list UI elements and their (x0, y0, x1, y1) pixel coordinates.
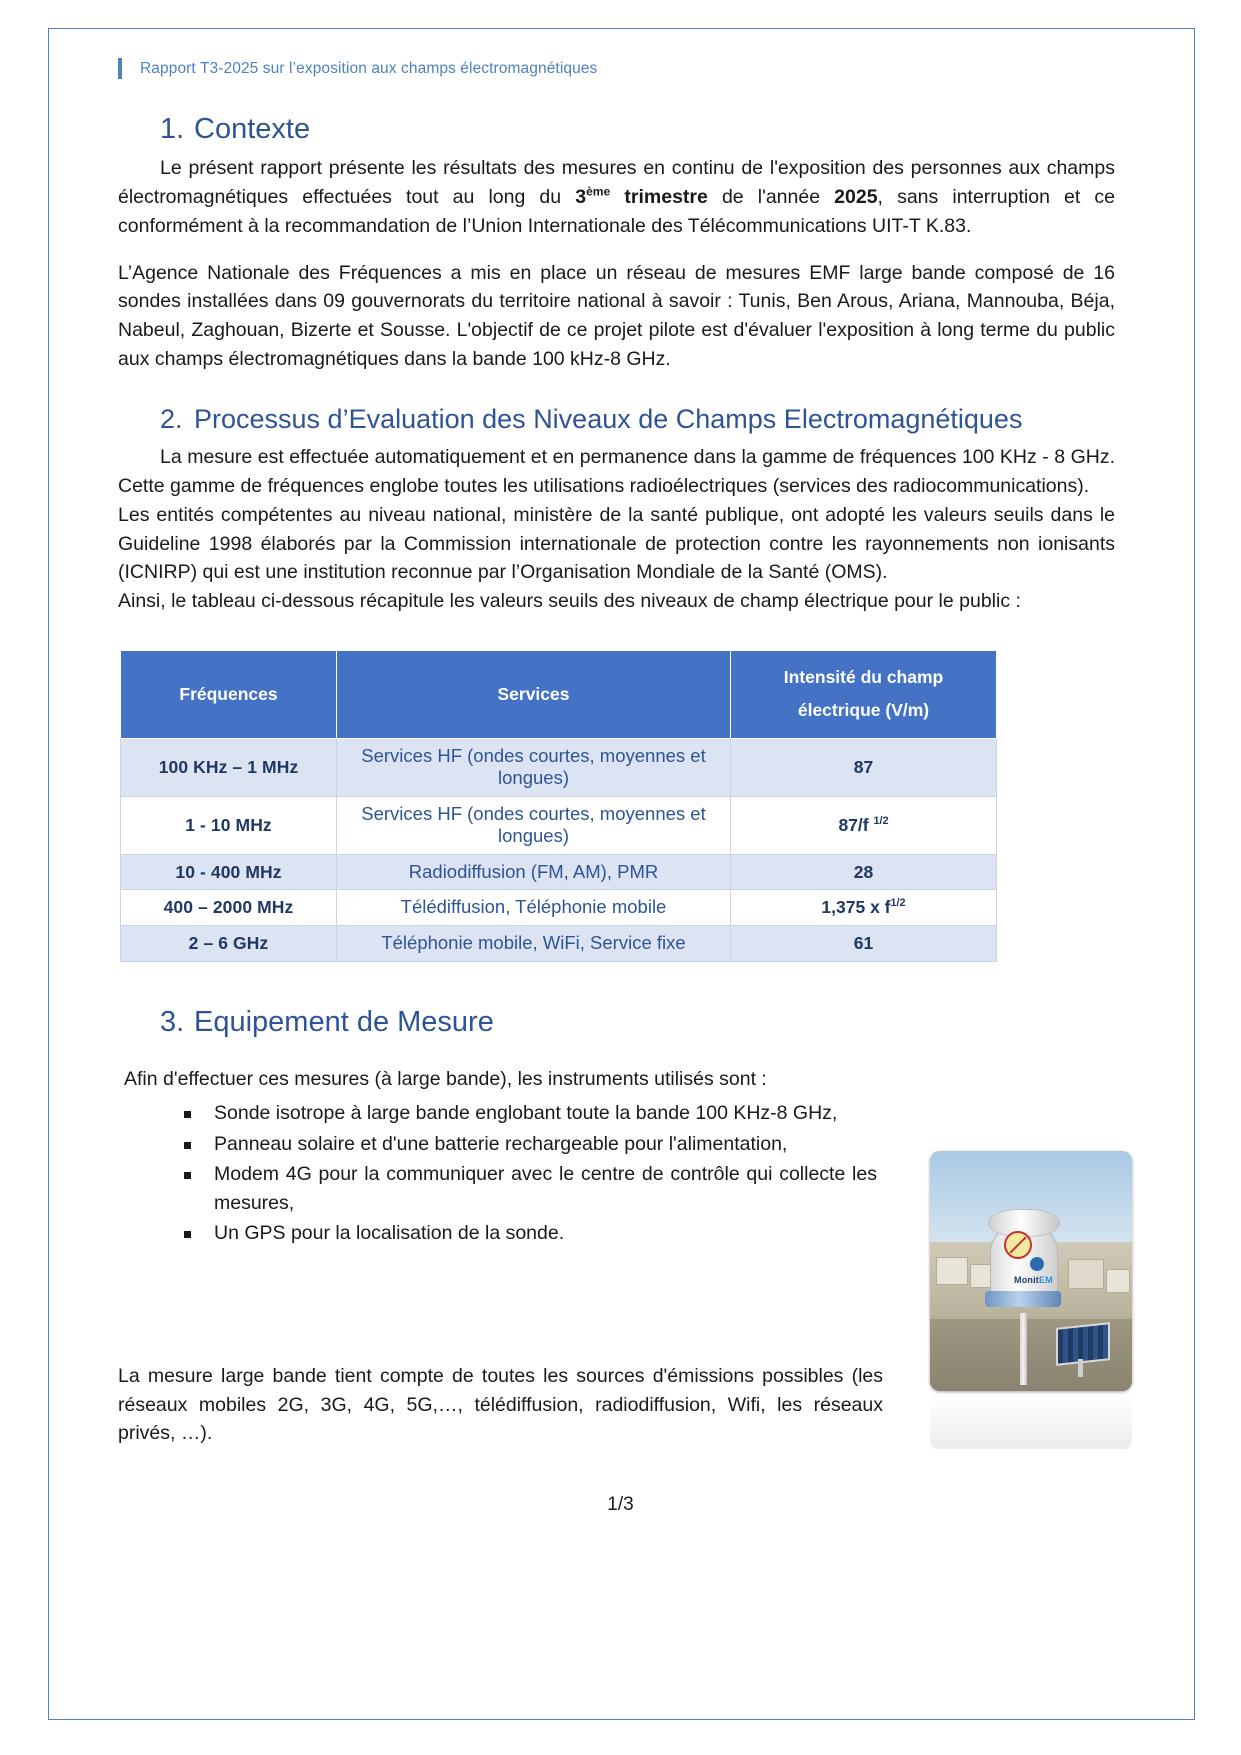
table-header-frequences: Fréquences (121, 651, 337, 739)
cell-valeur (731, 890, 997, 926)
cell-valeur-text: 87 (853, 756, 874, 777)
s1-p1-part-b: de l'année (707, 185, 835, 208)
page-footer (0, 1494, 1241, 1516)
spacer (118, 1047, 1123, 1065)
table-header-services: Services (337, 651, 731, 739)
section-1-heading (118, 113, 1123, 146)
spacer (118, 962, 1123, 1006)
cell-frequence: 2 – 6 GHz (121, 926, 337, 962)
s1-p1-sup-1: ème (586, 184, 611, 199)
photo-reflection (930, 1395, 1132, 1449)
photo-brand-prefix: Monit (1014, 1275, 1039, 1285)
photo-solar-panel (1056, 1322, 1110, 1366)
section-3-number: 3. (160, 1005, 185, 1038)
table-header-intensite-line2: électrique (V/m) (797, 700, 930, 721)
photo-logo-icon (1030, 1257, 1044, 1271)
cell-valeur (731, 796, 997, 854)
s1-p1-bold-3: 2025 (834, 185, 878, 208)
cell-frequence: 400 – 2000 MHz (121, 890, 337, 926)
table-row (121, 926, 997, 962)
photo-building (1068, 1259, 1104, 1289)
equipment-photo-block (930, 1151, 1132, 1391)
table-row (121, 796, 997, 854)
photo-solar-panel-leg (1078, 1359, 1083, 1377)
list-item: Sonde isotrope à large bande englobant toute la bande 100 KHz-8 GHz, (176, 1099, 1115, 1128)
header-accent-bar (118, 58, 122, 79)
table-row (121, 738, 997, 796)
cell-frequence: 10 - 400 MHz (121, 854, 337, 890)
photo-building (1106, 1269, 1130, 1293)
section-2-number: 2. (160, 404, 183, 435)
section-2-paragraph-2: Les entités compétentes au niveau national, ministère de la santé publique, ont adopté les valeurs seuils dans le Guideline 1998 élaborés par la Commission internationale de protection contre les rayonnements non ionisants (ICNIRP) qui est une institution reconnue par l’Organisation Mondiale de la Santé (OMS). (118, 503, 1115, 584)
warning-icon (1004, 1231, 1032, 1259)
thresholds-table-body (121, 738, 997, 961)
table-row (121, 890, 997, 926)
section-3-closing: La mesure large bande tient compte de toutes les sources d'émissions possibles (les réseaux mobiles 2G, 3G, 4G, 5G,…, télédiffusion, radiodiffusion, Wifi, les réseaux privés, …). (118, 1364, 883, 1445)
cell-valeur-text: 28 (853, 861, 874, 882)
cell-valeur-exponent: 1/2 (890, 897, 906, 910)
photo-brand-label (1014, 1275, 1053, 1285)
section-3-heading (118, 1006, 1123, 1039)
section-1-title: Contexte (194, 113, 311, 145)
list-item: Un GPS pour la localisation de la sonde. (176, 1219, 1115, 1248)
section-2-heading (118, 404, 1123, 435)
section-1-paragraph-2: L’Agence Nationale des Fréquences a mis en place un réseau de mesures EMF large bande composé de 16 sondes installées dans 09 gouvernorats du territoire national à savoir : Tunis, Ben Arous, Ariana, Mannouba, Béja, Nabeul, Zaghouan, Bizerte et Sousse. L'objectif de ce projet pilote est d'évaluer l'exposition à long terme du public aux champs électromagnétiques dans la bande 100 kHz-8 GHz. (118, 261, 1115, 371)
thresholds-table (120, 650, 997, 961)
cell-valeur (731, 854, 997, 890)
header-title: Rapport T3-2025 sur l’exposition aux champs électromagnétiques (140, 59, 598, 77)
section-2-title: Processus d’Evaluation des Niveaux de Champs Electromagnétiques (194, 404, 1023, 435)
cell-valeur-exponent: 1/2 (873, 814, 889, 827)
list-item: Panneau solaire et d'une batterie rechargeable pour l'alimentation, (176, 1130, 1115, 1159)
equipment-photo (930, 1151, 1132, 1391)
table-header-intensite (731, 651, 997, 739)
list-item: Modem 4G pour la communiquer avec le centre de contrôle qui collecte les mesures, (176, 1160, 1115, 1219)
cell-service: Téléphonie mobile, WiFi, Service fixe (337, 926, 731, 962)
section-3-title: Equipement de Mesure (194, 1005, 494, 1038)
photo-probe-base (985, 1291, 1061, 1307)
cell-service: Télédiffusion, Téléphonie mobile (337, 890, 731, 926)
cell-valeur (731, 738, 997, 796)
cell-service: Services HF (ondes courtes, moyennes et longues) (337, 796, 731, 854)
spacer (118, 241, 1123, 259)
cell-valeur-text: 87/f (838, 814, 874, 835)
spacer (118, 374, 1123, 404)
document-header (118, 58, 1123, 79)
table-header-row (121, 651, 997, 739)
cell-valeur-text: 61 (853, 932, 874, 953)
s1-p1-part-a: Le présent rapport présente les résultats des mesures en continu de l'exposition des personnes aux champs électromagnétiques effectuées tout au long du (118, 157, 1115, 208)
cell-frequence: 100 KHz – 1 MHz (121, 738, 337, 796)
page-number: 1/3 (607, 1494, 634, 1515)
s1-p1-part-c: , sans interruption et ce conformément à la recommandation de l’Union Internationale des Télécommunications UIT-T K.83. (118, 185, 1115, 237)
section-1-number: 1. (160, 113, 185, 145)
cell-valeur-text: 1,375 x f (821, 897, 891, 918)
section-2-paragraph-1: La mesure est effectuée automatiquement et en permanence dans la gamme de fréquences 100 KHz - 8 GHz. Cette gamme de fréquences englobe toutes les utilisations radioélectriques (services des radiocommunications). (118, 446, 1115, 497)
thresholds-table-wrapper (118, 650, 1123, 961)
photo-building (936, 1257, 968, 1285)
cell-valeur (731, 926, 997, 962)
table-row (121, 854, 997, 890)
s1-p1-bold-2: trimestre (610, 185, 708, 208)
cell-service: Radiodiffusion (FM, AM), PMR (337, 854, 731, 890)
section-3-intro: Afin d'effectuer ces mesures (à large bande), les instruments utilisés sont : (124, 1067, 767, 1090)
s1-p1-bold-1: 3 (575, 185, 587, 208)
section-2-paragraph-3: Ainsi, le tableau ci-dessous récapitule les valeurs seuils des niveaux de champ électrique pour le public : (118, 590, 1021, 613)
table-header-intensite-line1: Intensité du champ (783, 667, 944, 688)
cell-frequence: 1 - 10 MHz (121, 796, 337, 854)
photo-brand-suffix: EM (1039, 1275, 1053, 1285)
photo-mounting-pole (1020, 1313, 1027, 1385)
section-1-paragraph-1 (118, 154, 1123, 241)
cell-service: Services HF (ondes courtes, moyennes et longues) (337, 738, 731, 796)
